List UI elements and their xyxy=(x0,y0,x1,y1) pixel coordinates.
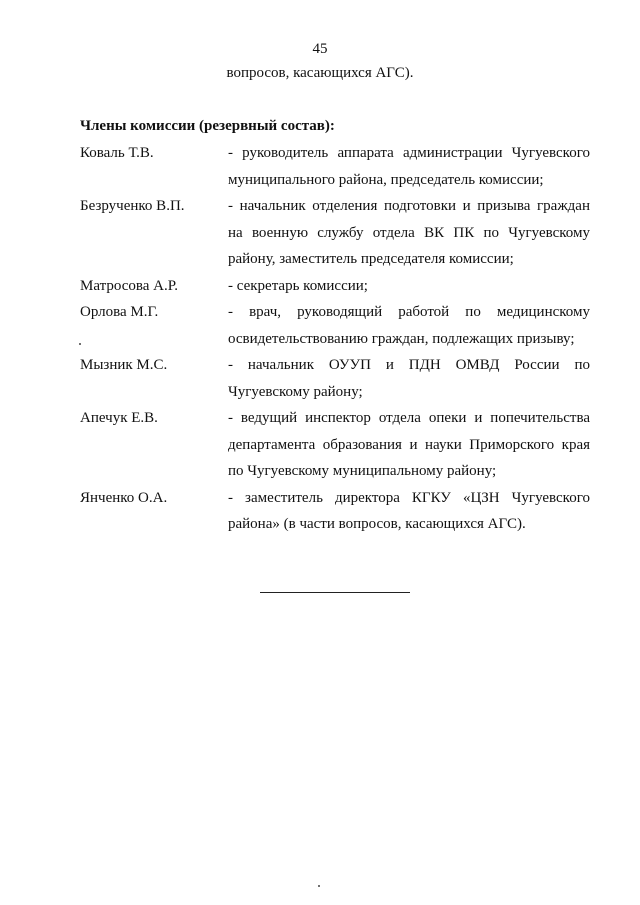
member-row xyxy=(80,193,592,273)
member-name: Янченко О.А. xyxy=(80,489,168,506)
section-title: Члены комиссии (резервный состав): xyxy=(80,118,335,134)
member-name: Орлова М.Г. xyxy=(80,304,159,320)
member-role: - ведущий инспектор отдела опеки и попечительства департамента образования и науки Приморского края по Чугуевскому муниципальному району; xyxy=(228,410,590,479)
member-role: - врач, руководящий работой по медицинскому освидетельствованию граждан, подлежащих призыву; xyxy=(228,304,590,347)
member-row xyxy=(80,485,592,538)
members-list xyxy=(80,140,592,538)
member-row xyxy=(80,299,592,352)
scan-speck xyxy=(79,343,81,345)
member-name: Мызник М.С. xyxy=(80,357,168,373)
page-number: 45 xyxy=(312,41,328,57)
member-row xyxy=(80,405,592,485)
member-name: Безрученко В.П. xyxy=(80,198,185,214)
member-role: - начальник отделения подготовки и призыва граждан на военную службу отдела ВК ПК по Чугуевскому району, заместитель председателя комиссии; xyxy=(228,198,590,267)
member-role: - начальник ОУУП и ПДН ОМВД России по Чугуевскому району; xyxy=(228,357,590,400)
member-row xyxy=(80,352,592,405)
member-name: Апечук Е.В. xyxy=(80,410,158,426)
scan-speck xyxy=(318,885,320,887)
member-role: - заместитель директора КГКУ «ЦЗН Чугуевского района» (в части вопросов, касающихся АГС). xyxy=(228,489,590,532)
member-name: Матросова А.Р. xyxy=(80,277,178,294)
closing-rule xyxy=(260,592,410,593)
member-row xyxy=(80,140,592,193)
member-name: Коваль Т.В. xyxy=(80,145,154,161)
member-role: - руководитель аппарата администрации Чугуевского муниципального района, председатель комиссии; xyxy=(228,145,590,188)
member-row xyxy=(80,273,592,300)
member-role: - секретарь комиссии; xyxy=(228,277,368,294)
continuation-text: вопросов, касающихся АГС). xyxy=(226,65,414,81)
